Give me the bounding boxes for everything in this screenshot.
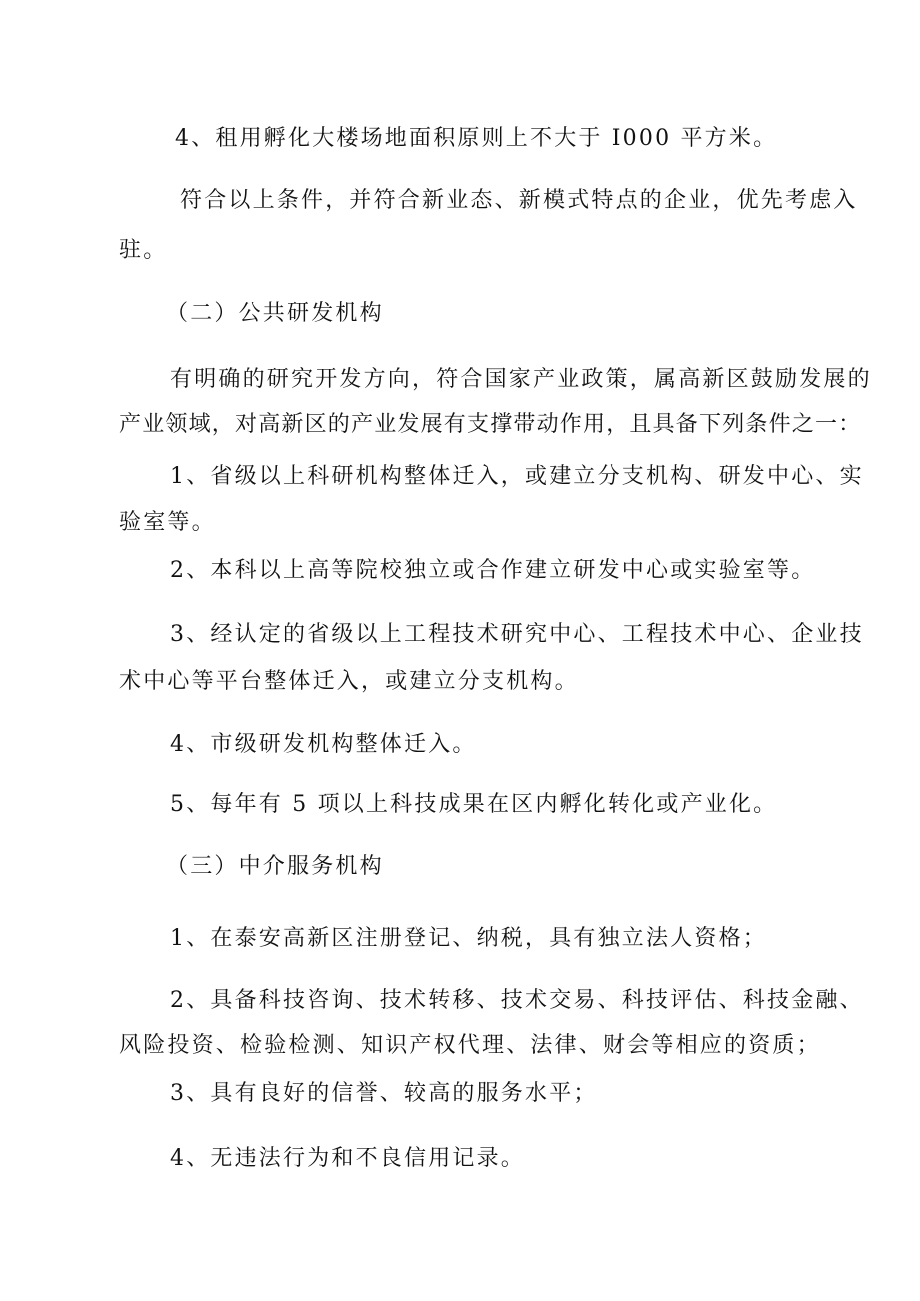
- line-text: 风险投资、检验检测、知识产权代理、法律、财会等相应的资质；: [119, 1033, 821, 1058]
- paragraph-line: [0, 410, 920, 440]
- paragraph-line: [0, 986, 920, 1016]
- paragraph-line: [0, 186, 920, 216]
- line-text: 3、经认定的省级以上工程技术研究中心、工程技术中心、企业技: [170, 622, 864, 647]
- paragraph-line: [0, 924, 920, 954]
- line-text: 2、具备科技咨询、技术转移、技术交易、科技评估、科技金融、: [170, 988, 864, 1013]
- paragraph-line: [0, 730, 920, 760]
- line-text: 3、具有良好的信誉、较高的服务水平；: [170, 1081, 598, 1106]
- paragraph-line: [0, 790, 920, 820]
- line-text: （二）公共研发机构: [166, 301, 384, 326]
- line-text: 术中心等平台整体迁入，或建立分支机构。: [119, 669, 579, 694]
- paragraph-line: [0, 462, 920, 492]
- paragraph-line: [0, 667, 920, 697]
- paragraph-line: [0, 556, 920, 586]
- line-text: 1、在泰安高新区注册登记、纳税，具有独立法人资格；: [170, 926, 767, 951]
- line-text: 验室等。: [119, 510, 216, 535]
- paragraph-line: [0, 620, 920, 650]
- paragraph-line: [0, 1031, 920, 1061]
- paragraph-line: [0, 508, 920, 538]
- line-text: 驻。: [119, 238, 168, 263]
- paragraph-line: [0, 365, 920, 395]
- paragraph-line: [0, 124, 920, 154]
- line-text: 4、无违法行为和不良信用记录。: [170, 1146, 525, 1171]
- line-text: 5、每年有 5 项以上科技成果在区内孵化转化或产业化。: [170, 792, 778, 817]
- line-text: 产业领域，对高新区的产业发展有支撑带动作用，且具备下列条件之一：: [119, 412, 862, 437]
- line-text: 1、省级以上科研机构整体迁入，或建立分支机构、研发中心、实: [170, 464, 864, 489]
- line-text: 符合以上条件，并符合新业态、新模式特点的企业，优先考虑入: [180, 188, 858, 213]
- paragraph-line: [0, 1079, 920, 1109]
- line-text: 4、市级研发机构整体迁入。: [170, 732, 477, 757]
- line-text: 4、租用孵化大楼场地面积原则上不大于 I000 平方米。: [175, 126, 778, 151]
- paragraph-line: [0, 236, 920, 266]
- line-text: （三）中介服务机构: [166, 854, 384, 879]
- section-heading: [0, 299, 920, 329]
- line-text: 2、本科以上高等院校独立或合作建立研发中心或实验室等。: [170, 558, 816, 583]
- line-text: 有明确的研究开发方向，符合国家产业政策，属高新区鼓励发展的: [170, 367, 872, 392]
- section-heading: [0, 852, 920, 882]
- paragraph-line: [0, 1144, 920, 1174]
